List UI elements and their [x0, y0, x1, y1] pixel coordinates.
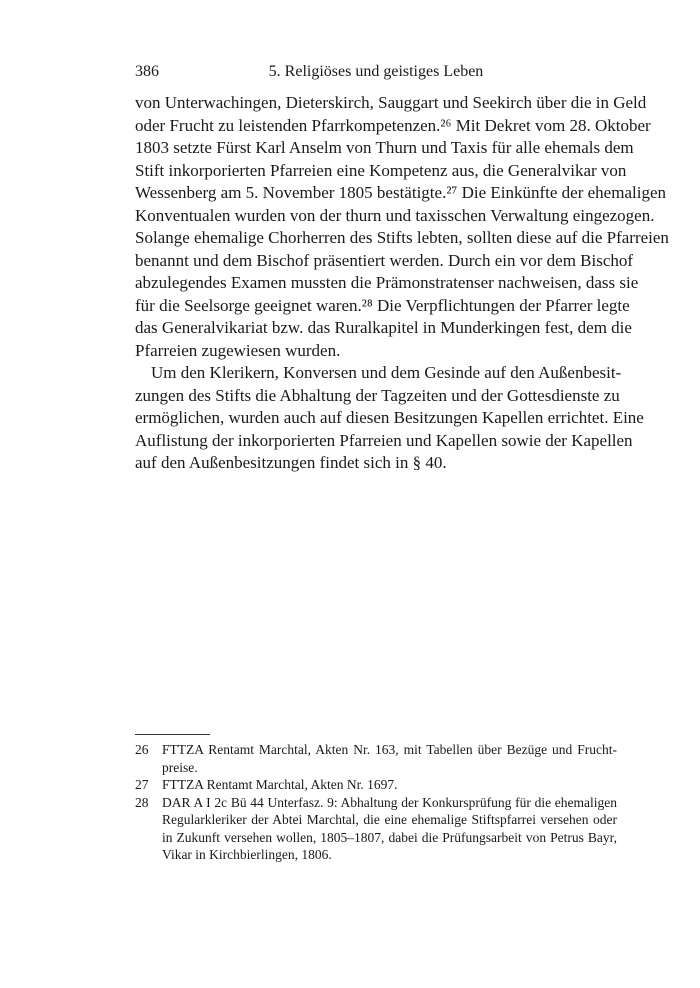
footnote-27: [135, 776, 617, 794]
body-line: ermöglichen, wurden auch auf diesen Besitzungen Kapellen errichtet. Eine: [135, 408, 644, 427]
body-line: Um den Klerikern, Konversen und dem Gesinde auf den Außenbesit-: [151, 363, 622, 382]
footnote-line: 28 DAR A I 2c Bü 44 Unterfasz. 9: Abhaltung der Konkursprüfung für die ehemaligen: [135, 794, 617, 810]
footnote-line: 27 FTTZA Rentamt Marchtal, Akten Nr. 1697.: [135, 777, 398, 792]
footnote-separator: [135, 734, 210, 735]
body-line: zungen des Stifts die Abhaltung der Tagzeiten und der Gottesdienste zu: [135, 385, 620, 405]
footnote-number: 27: [135, 777, 149, 792]
footnotes: [135, 741, 617, 864]
body-line: Stift inkorporierten Pfarreien eine Kompetenz aus, die Generalvikar von: [135, 160, 627, 180]
footnote-line: preise.: [162, 759, 198, 775]
body-line: von Unterwachingen, Dieterskirch, Sauggart und Seekirch über die in Geld: [135, 93, 647, 112]
footnote-line: Regularkleriker der Abtei Marchtal, die eine ehemalige Stiftspfarrei versehen oder: [162, 812, 617, 827]
page-number: 386: [135, 63, 159, 80]
body-line: 1803 setzte Fürst Karl Anselm von Thurn und Taxis für alle ehemals dem: [135, 138, 634, 157]
running-head: 5. Religiöses und geistiges Leben: [268, 63, 484, 80]
body-line: Solange ehemalige Chorherren des Stifts lebten, sollten diese auf die Pfarreien: [135, 228, 669, 247]
body-line: auf den Außenbesitzungen findet sich in § 40.: [135, 453, 447, 472]
footnote-line: in Zukunft versehen wollen, 1805–1807, dabei die Prüfungsarbeit von Petrus Bayr,: [162, 829, 617, 845]
body-line: für die Seelsorge geeignet waren.²⁸ Die Verpflichtungen der Pfarrer legte: [135, 295, 630, 315]
body-line: Auflistung der inkorporierten Pfarreien und Kapellen sowie der Kapellen: [135, 430, 633, 450]
body-line: Wessenberg am 5. November 1805 bestätigte.²⁷ Die Einkünfte der ehemaligen: [135, 183, 666, 202]
body-line: das Generalvikariat bzw. das Ruralkapitel in Munderkingen fest, dem die: [135, 318, 632, 337]
page-header: [135, 60, 617, 84]
footnote-26: [135, 741, 617, 776]
footnote-number: 28: [135, 794, 149, 810]
body-line: Konventualen wurden von der thurn und taxisschen Verwaltung eingezogen.: [135, 205, 655, 225]
body-line: Pfarreien zugewiesen wurden.: [135, 340, 341, 360]
footnote-line: 26 FTTZA Rentamt Marchtal, Akten Nr. 163, mit Tabellen über Bezüge und Frucht-: [135, 742, 617, 757]
footnote-line: Vikar in Kirchbierlingen, 1806.: [162, 847, 332, 862]
body-line: benannt und dem Bischof präsentiert werden. Durch ein vor dem Bischof: [135, 250, 634, 270]
body-line: abzulegendes Examen mussten die Prämonstratenser nachweisen, dass sie: [135, 273, 639, 292]
body-line: oder Frucht zu leistenden Pfarrkompetenzen.²⁶ Mit Dekret vom 28. Oktober: [135, 115, 651, 135]
body-text: [135, 92, 669, 475]
footnote-28: [135, 794, 617, 864]
footnote-number: 26: [135, 742, 149, 757]
